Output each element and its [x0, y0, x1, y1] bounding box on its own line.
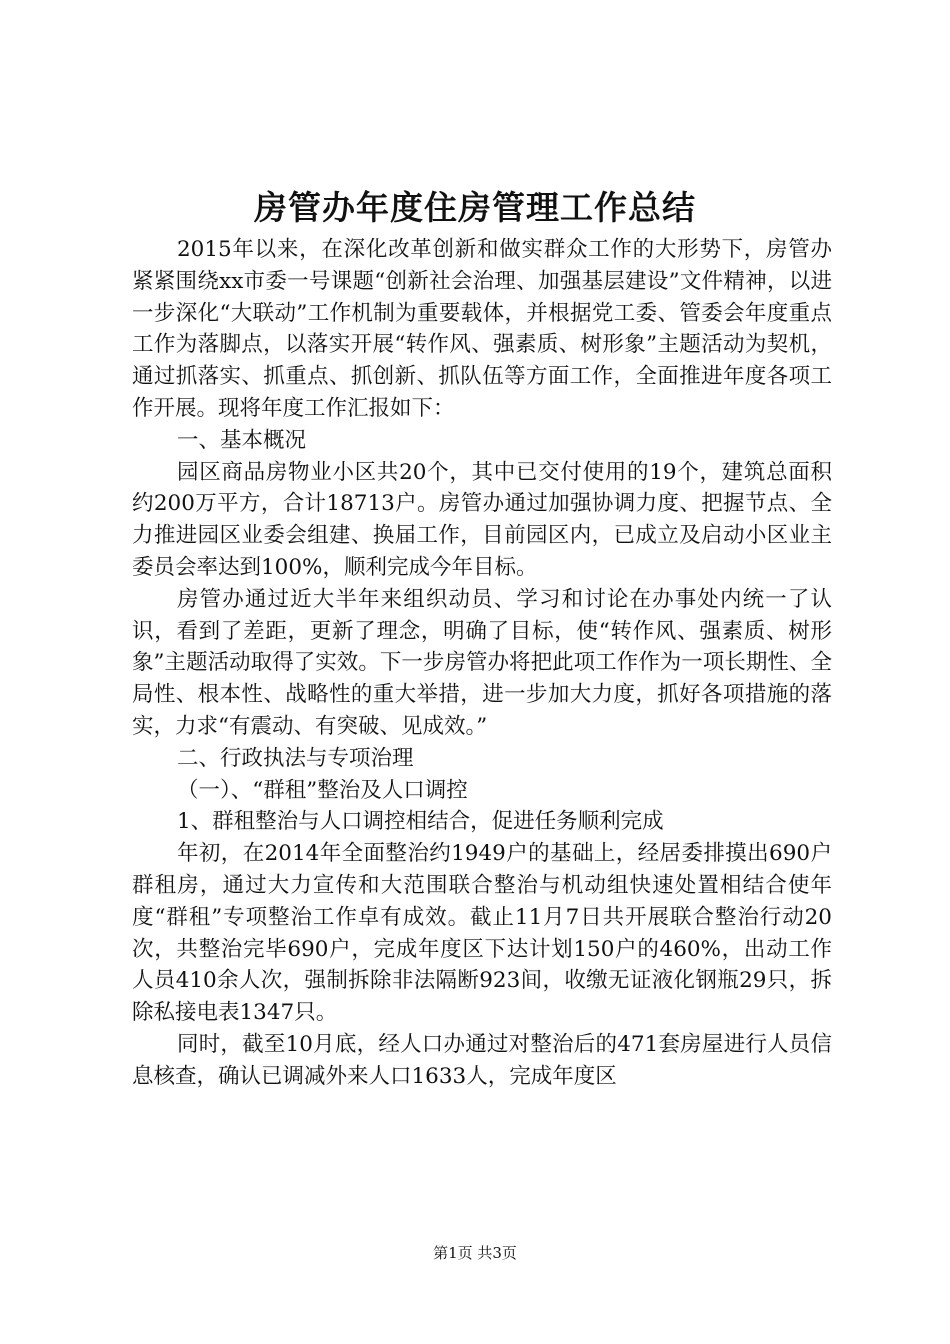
paragraph-campaign: 房管办通过近大半年来组织动员、学习和讨论在办事处内统一了认识，看到了差距，更新了理念，明确了目标，使“转作风、强素质、树形象”主题活动取得了实效。下一步房管办将把此项工作作为一项长期性、全局性、根本性、战略性的重大举措，进一步加大力度，抓好各项措施的落实，力求“有震动、有突破、见成效。”: [132, 586, 832, 739]
paragraph-population: 同时，截至10月底，经人口办通过对整治后的471套房屋进行人员信息核查，确认已调减外来人口1633人，完成年度区: [132, 1031, 832, 1089]
section-heading-enforcement: 二、行政执法与专项治理: [177, 745, 414, 771]
section-heading-overview: 一、基本概况: [177, 427, 307, 453]
document-title: 房管办年度住房管理工作总结: [254, 188, 696, 227]
item-heading-1: 1、群租整治与人口调控相结合，促进任务顺利完成: [177, 809, 664, 835]
page-number: 第1页 共3页: [433, 1244, 517, 1262]
document-body: [132, 234, 832, 1093]
paragraph-intro: 2015年以来，在深化改革创新和做实群众工作的大形势下，房管办紧紧围绕xx市委一号课题“创新社会治理、加强基层建设”文件精神，以进一步深化“大联动”工作机制为重要载体，并根据党工委、管委会年度重点工作为落脚点，以落实开展“转作风、强素质、树形象”主题活动为契机，通过抓落实、抓重点、抓创新、抓队伍等方面工作，全面推进年度各项工作开展。现将年度工作汇报如下：: [132, 237, 832, 421]
paragraph-group-rental: 年初，在2014年全面整治约1949户的基础上，经居委排摸出690户群租房，通过大力宣传和大范围联合整治与机动组快速处置相结合使年度“群租”专项整治工作卓有成效。截止11月7日共开展联合整治行动20次，共整治完毕690户，完成年度区下达计划150户的460%，出动工作人员410余人次，强制拆除非法隔断923间，收缴无证液化钢瓶29只，拆除私接电表1347只。: [132, 841, 832, 1026]
subsection-heading-group-rental: （一）、“群租”整治及人口调控: [177, 777, 468, 803]
paragraph-overview: 园区商品房物业小区共20个，其中已交付使用的19个，建筑总面积约200万平方，合计18713户。房管办通过加强协调力度、把握节点、全力推进园区业委会组建、换届工作，目前园区内，已成立及启动小区业主委员会率达到100%，顺利完成今年目标。: [132, 459, 832, 580]
